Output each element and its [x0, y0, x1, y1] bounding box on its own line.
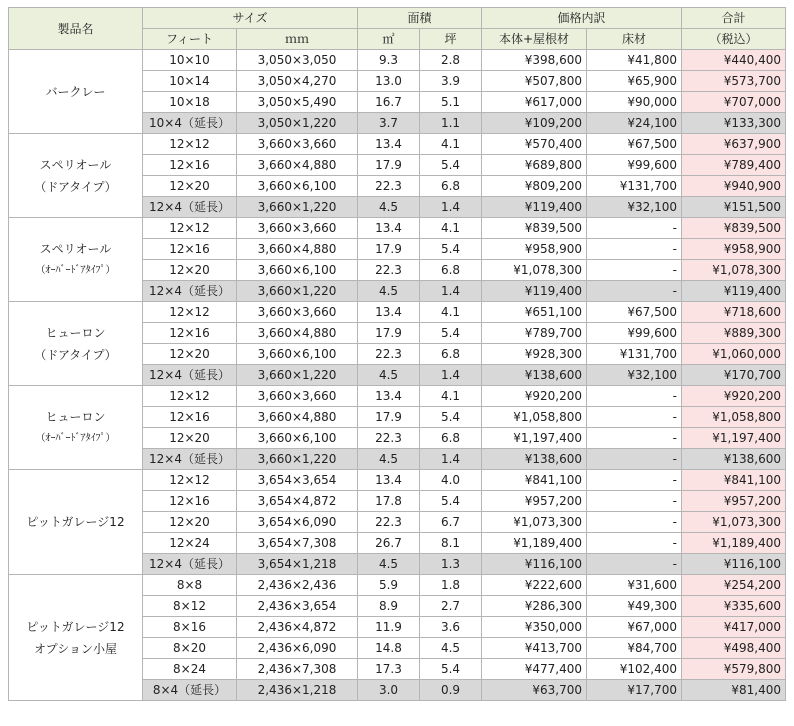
cell-m2: 17.9: [358, 239, 420, 260]
cell-body-roof-price: ¥116,100: [482, 554, 587, 575]
cell-m2: 3.7: [358, 113, 420, 134]
cell-tsubo: 5.4: [420, 491, 482, 512]
cell-m2: 4.5: [358, 365, 420, 386]
cell-tsubo: 5.4: [420, 323, 482, 344]
cell-feet: 12×12: [143, 302, 237, 323]
cell-total-price: ¥133,300: [682, 113, 786, 134]
cell-mm: 3,654×7,308: [237, 533, 358, 554]
cell-feet: 12×20: [143, 176, 237, 197]
cell-tsubo: 1.4: [420, 365, 482, 386]
cell-m2: 14.8: [358, 638, 420, 659]
table-row: [9, 50, 786, 71]
cell-mm: 2,436×6,090: [237, 638, 358, 659]
cell-feet: 12×20: [143, 512, 237, 533]
product-name-cell: [9, 302, 143, 386]
cell-feet: 12×24: [143, 533, 237, 554]
cell-tsubo: 5.4: [420, 155, 482, 176]
cell-floor-price: -: [587, 470, 682, 491]
cell-floor-price: ¥32,100: [587, 197, 682, 218]
header-price: 価格内訳: [482, 8, 682, 29]
cell-feet: 8×8: [143, 575, 237, 596]
cell-tsubo: 4.1: [420, 218, 482, 239]
cell-tsubo: 5.4: [420, 659, 482, 680]
header-m2: ㎡: [358, 29, 420, 50]
cell-feet: 12×16: [143, 491, 237, 512]
cell-total-price: ¥335,600: [682, 596, 786, 617]
cell-floor-price: ¥41,800: [587, 50, 682, 71]
cell-total-price: ¥138,600: [682, 449, 786, 470]
cell-m2: 4.5: [358, 281, 420, 302]
cell-m2: 16.7: [358, 92, 420, 113]
cell-floor-price: ¥32,100: [587, 365, 682, 386]
cell-tsubo: 4.1: [420, 386, 482, 407]
cell-body-roof-price: ¥689,800: [482, 155, 587, 176]
header-size: サイズ: [143, 8, 358, 29]
cell-m2: 4.5: [358, 554, 420, 575]
product-name-line: オプション小屋: [34, 641, 117, 656]
cell-body-roof-price: ¥109,200: [482, 113, 587, 134]
cell-mm: 3,050×3,050: [237, 50, 358, 71]
cell-m2: 22.3: [358, 176, 420, 197]
product-name-cell: [9, 134, 143, 218]
cell-floor-price: -: [587, 386, 682, 407]
cell-body-roof-price: ¥1,197,400: [482, 428, 587, 449]
cell-tsubo: 5.1: [420, 92, 482, 113]
cell-mm: 2,436×2,436: [237, 575, 358, 596]
cell-tsubo: 1.4: [420, 281, 482, 302]
cell-tsubo: 6.8: [420, 176, 482, 197]
cell-floor-price: -: [587, 449, 682, 470]
cell-total-price: ¥1,073,300: [682, 512, 786, 533]
cell-feet: 12×4（延長）: [143, 365, 237, 386]
cell-tsubo: 3.6: [420, 617, 482, 638]
cell-floor-price: ¥49,300: [587, 596, 682, 617]
cell-m2: 13.4: [358, 218, 420, 239]
cell-floor-price: -: [587, 260, 682, 281]
cell-feet: 12×4（延長）: [143, 554, 237, 575]
cell-total-price: ¥498,400: [682, 638, 786, 659]
table-row: [9, 134, 786, 155]
cell-mm: 3,660×1,220: [237, 197, 358, 218]
cell-feet: 12×4（延長）: [143, 197, 237, 218]
cell-m2: 22.3: [358, 428, 420, 449]
cell-body-roof-price: ¥507,800: [482, 71, 587, 92]
cell-floor-price: ¥90,000: [587, 92, 682, 113]
cell-tsubo: 5.4: [420, 239, 482, 260]
cell-body-roof-price: ¥928,300: [482, 344, 587, 365]
cell-feet: 12×20: [143, 428, 237, 449]
cell-floor-price: -: [587, 554, 682, 575]
header-mm: ｍｍ: [237, 29, 358, 50]
cell-feet: 12×16: [143, 323, 237, 344]
cell-body-roof-price: ¥920,200: [482, 386, 587, 407]
product-name-line: ピットガレージ12: [26, 515, 125, 529]
cell-floor-price: -: [587, 218, 682, 239]
cell-total-price: ¥417,000: [682, 617, 786, 638]
cell-body-roof-price: ¥809,200: [482, 176, 587, 197]
cell-feet: 12×16: [143, 239, 237, 260]
cell-feet: 12×12: [143, 134, 237, 155]
cell-floor-price: ¥131,700: [587, 176, 682, 197]
cell-mm: 3,660×6,100: [237, 344, 358, 365]
cell-body-roof-price: ¥1,078,300: [482, 260, 587, 281]
cell-tsubo: 1.4: [420, 197, 482, 218]
cell-floor-price: ¥24,100: [587, 113, 682, 134]
cell-m2: 9.3: [358, 50, 420, 71]
cell-body-roof-price: ¥789,700: [482, 323, 587, 344]
cell-floor-price: ¥102,400: [587, 659, 682, 680]
cell-tsubo: 4.5: [420, 638, 482, 659]
cell-floor-price: ¥31,600: [587, 575, 682, 596]
cell-tsubo: 3.9: [420, 71, 482, 92]
cell-m2: 5.9: [358, 575, 420, 596]
cell-feet: 10×18: [143, 92, 237, 113]
cell-tsubo: 1.3: [420, 554, 482, 575]
cell-tsubo: 4.1: [420, 134, 482, 155]
cell-body-roof-price: ¥138,600: [482, 365, 587, 386]
cell-tsubo: 1.4: [420, 449, 482, 470]
product-name-line: ピットガレージ12: [26, 619, 125, 634]
header-total: 合計: [682, 8, 786, 29]
cell-tsubo: 0.9: [420, 680, 482, 701]
cell-mm: 3,050×5,490: [237, 92, 358, 113]
cell-tsubo: 4.1: [420, 302, 482, 323]
table-body: [9, 50, 786, 701]
cell-total-price: ¥116,100: [682, 554, 786, 575]
cell-body-roof-price: ¥841,100: [482, 470, 587, 491]
cell-mm: 3,660×4,880: [237, 155, 358, 176]
cell-body-roof-price: ¥119,400: [482, 197, 587, 218]
cell-body-roof-price: ¥138,600: [482, 449, 587, 470]
cell-body-roof-price: ¥957,200: [482, 491, 587, 512]
product-name-cell: [9, 575, 143, 701]
table-row: [9, 575, 786, 596]
cell-tsubo: 6.7: [420, 512, 482, 533]
cell-total-price: ¥573,700: [682, 71, 786, 92]
product-name-cell: [9, 218, 143, 302]
header-tax-included: （税込）: [682, 29, 786, 50]
cell-total-price: ¥841,100: [682, 470, 786, 491]
product-name-line: ヒューロン: [45, 325, 106, 340]
cell-tsubo: 6.8: [420, 344, 482, 365]
cell-feet: 12×4（延長）: [143, 449, 237, 470]
product-name-line: （ｵｰﾊﾞｰﾄﾞｱﾀｲﾌﾟ）: [35, 264, 116, 276]
cell-floor-price: ¥67,500: [587, 302, 682, 323]
cell-feet: 12×16: [143, 155, 237, 176]
header-floor: 床材: [587, 29, 682, 50]
cell-feet: 8×20: [143, 638, 237, 659]
cell-floor-price: ¥67,500: [587, 134, 682, 155]
cell-body-roof-price: ¥222,600: [482, 575, 587, 596]
cell-mm: 3,660×1,220: [237, 281, 358, 302]
cell-body-roof-price: ¥1,189,400: [482, 533, 587, 554]
cell-feet: 12×12: [143, 218, 237, 239]
cell-body-roof-price: ¥477,400: [482, 659, 587, 680]
product-name-line: （ドアタイプ）: [34, 179, 117, 194]
cell-floor-price: -: [587, 239, 682, 260]
cell-total-price: ¥1,189,400: [682, 533, 786, 554]
cell-feet: 10×4（延長）: [143, 113, 237, 134]
cell-m2: 4.5: [358, 197, 420, 218]
cell-m2: 8.9: [358, 596, 420, 617]
cell-body-roof-price: ¥839,500: [482, 218, 587, 239]
cell-floor-price: -: [587, 407, 682, 428]
cell-tsubo: 5.4: [420, 407, 482, 428]
price-table: [8, 7, 786, 701]
product-name-line: （ｵｰﾊﾞｰﾄﾞｱﾀｲﾌﾟ）: [35, 432, 116, 444]
cell-floor-price: ¥99,600: [587, 323, 682, 344]
cell-mm: 3,660×3,660: [237, 218, 358, 239]
cell-m2: 17.9: [358, 155, 420, 176]
cell-tsubo: 1.8: [420, 575, 482, 596]
cell-feet: 12×12: [143, 386, 237, 407]
cell-body-roof-price: ¥350,000: [482, 617, 587, 638]
cell-total-price: ¥889,300: [682, 323, 786, 344]
cell-mm: 2,436×4,872: [237, 617, 358, 638]
cell-m2: 13.4: [358, 302, 420, 323]
cell-body-roof-price: ¥63,700: [482, 680, 587, 701]
cell-mm: 3,050×1,220: [237, 113, 358, 134]
cell-feet: 12×20: [143, 344, 237, 365]
cell-total-price: ¥707,000: [682, 92, 786, 113]
cell-feet: 10×14: [143, 71, 237, 92]
cell-total-price: ¥81,400: [682, 680, 786, 701]
cell-total-price: ¥839,500: [682, 218, 786, 239]
cell-tsubo: 6.8: [420, 260, 482, 281]
cell-total-price: ¥1,058,800: [682, 407, 786, 428]
table-row: [9, 218, 786, 239]
cell-feet: 8×16: [143, 617, 237, 638]
cell-m2: 13.4: [358, 134, 420, 155]
cell-total-price: ¥119,400: [682, 281, 786, 302]
cell-m2: 13.4: [358, 386, 420, 407]
header-tsubo: 坪: [420, 29, 482, 50]
cell-body-roof-price: ¥570,400: [482, 134, 587, 155]
product-name-line: （ドアタイプ）: [34, 347, 117, 362]
cell-mm: 3,660×4,880: [237, 239, 358, 260]
cell-floor-price: ¥84,700: [587, 638, 682, 659]
cell-feet: 8×4（延長）: [143, 680, 237, 701]
cell-mm: 3,660×4,880: [237, 323, 358, 344]
cell-body-roof-price: ¥413,700: [482, 638, 587, 659]
cell-total-price: ¥151,500: [682, 197, 786, 218]
cell-tsubo: 1.1: [420, 113, 482, 134]
cell-total-price: ¥940,900: [682, 176, 786, 197]
cell-m2: 17.9: [358, 323, 420, 344]
cell-total-price: ¥718,600: [682, 302, 786, 323]
cell-m2: 11.9: [358, 617, 420, 638]
cell-floor-price: -: [587, 533, 682, 554]
cell-body-roof-price: ¥958,900: [482, 239, 587, 260]
cell-floor-price: ¥67,000: [587, 617, 682, 638]
cell-floor-price: ¥131,700: [587, 344, 682, 365]
product-name-cell: [9, 470, 143, 575]
cell-total-price: ¥1,060,000: [682, 344, 786, 365]
cell-tsubo: 4.0: [420, 470, 482, 491]
header-body-roof: 本体+屋根材: [482, 29, 587, 50]
cell-tsubo: 8.1: [420, 533, 482, 554]
cell-m2: 17.9: [358, 407, 420, 428]
product-name-line: バークレー: [45, 84, 106, 99]
cell-floor-price: -: [587, 428, 682, 449]
cell-floor-price: ¥99,600: [587, 155, 682, 176]
cell-mm: 3,660×1,220: [237, 365, 358, 386]
cell-total-price: ¥440,400: [682, 50, 786, 71]
cell-mm: 3,660×1,220: [237, 449, 358, 470]
cell-m2: 13.0: [358, 71, 420, 92]
cell-total-price: ¥958,900: [682, 239, 786, 260]
header-row-1: [9, 8, 786, 29]
cell-total-price: ¥1,197,400: [682, 428, 786, 449]
cell-body-roof-price: ¥398,600: [482, 50, 587, 71]
cell-floor-price: ¥17,700: [587, 680, 682, 701]
cell-m2: 26.7: [358, 533, 420, 554]
cell-tsubo: 2.7: [420, 596, 482, 617]
cell-tsubo: 2.8: [420, 50, 482, 71]
product-name-line: ヒューロン: [45, 409, 106, 424]
product-name-line: スペリオール: [39, 241, 112, 256]
cell-total-price: ¥1,078,300: [682, 260, 786, 281]
cell-mm: 3,660×6,100: [237, 260, 358, 281]
cell-body-roof-price: ¥651,100: [482, 302, 587, 323]
cell-m2: 17.3: [358, 659, 420, 680]
product-name-cell: [9, 50, 143, 134]
cell-floor-price: ¥65,900: [587, 71, 682, 92]
cell-floor-price: -: [587, 491, 682, 512]
cell-mm: 3,050×4,270: [237, 71, 358, 92]
cell-feet: 8×12: [143, 596, 237, 617]
cell-mm: 3,654×4,872: [237, 491, 358, 512]
cell-m2: 17.8: [358, 491, 420, 512]
cell-body-roof-price: ¥286,300: [482, 596, 587, 617]
cell-total-price: ¥254,200: [682, 575, 786, 596]
header-product: 製品名: [9, 8, 143, 50]
header-area: 面積: [358, 8, 482, 29]
table-row: [9, 470, 786, 491]
table-row: [9, 386, 786, 407]
cell-mm: 3,660×3,660: [237, 386, 358, 407]
cell-total-price: ¥579,800: [682, 659, 786, 680]
cell-body-roof-price: ¥1,058,800: [482, 407, 587, 428]
cell-body-roof-price: ¥617,000: [482, 92, 587, 113]
cell-mm: 3,654×3,654: [237, 470, 358, 491]
cell-feet: 12×20: [143, 260, 237, 281]
header-feet: フィート: [143, 29, 237, 50]
product-name-line: スペリオール: [39, 157, 112, 172]
cell-mm: 2,436×3,654: [237, 596, 358, 617]
cell-feet: 12×12: [143, 470, 237, 491]
cell-floor-price: -: [587, 281, 682, 302]
cell-m2: 4.5: [358, 449, 420, 470]
cell-mm: 3,660×6,100: [237, 176, 358, 197]
cell-feet: 8×24: [143, 659, 237, 680]
cell-feet: 10×10: [143, 50, 237, 71]
table-row: [9, 302, 786, 323]
cell-body-roof-price: ¥119,400: [482, 281, 587, 302]
cell-mm: 3,660×3,660: [237, 302, 358, 323]
cell-m2: 22.3: [358, 344, 420, 365]
cell-m2: 3.0: [358, 680, 420, 701]
cell-mm: 3,660×4,880: [237, 407, 358, 428]
cell-feet: 12×16: [143, 407, 237, 428]
cell-mm: 3,654×6,090: [237, 512, 358, 533]
cell-total-price: ¥637,900: [682, 134, 786, 155]
cell-mm: 3,660×3,660: [237, 134, 358, 155]
cell-mm: 3,654×1,218: [237, 554, 358, 575]
cell-floor-price: -: [587, 512, 682, 533]
cell-mm: 2,436×1,218: [237, 680, 358, 701]
cell-tsubo: 6.8: [420, 428, 482, 449]
cell-total-price: ¥920,200: [682, 386, 786, 407]
cell-mm: 2,436×7,308: [237, 659, 358, 680]
cell-m2: 22.3: [358, 512, 420, 533]
cell-m2: 22.3: [358, 260, 420, 281]
cell-total-price: ¥170,700: [682, 365, 786, 386]
cell-feet: 12×4（延長）: [143, 281, 237, 302]
cell-total-price: ¥789,400: [682, 155, 786, 176]
cell-m2: 13.4: [358, 470, 420, 491]
cell-mm: 3,660×6,100: [237, 428, 358, 449]
product-name-cell: [9, 386, 143, 470]
cell-total-price: ¥957,200: [682, 491, 786, 512]
cell-body-roof-price: ¥1,073,300: [482, 512, 587, 533]
